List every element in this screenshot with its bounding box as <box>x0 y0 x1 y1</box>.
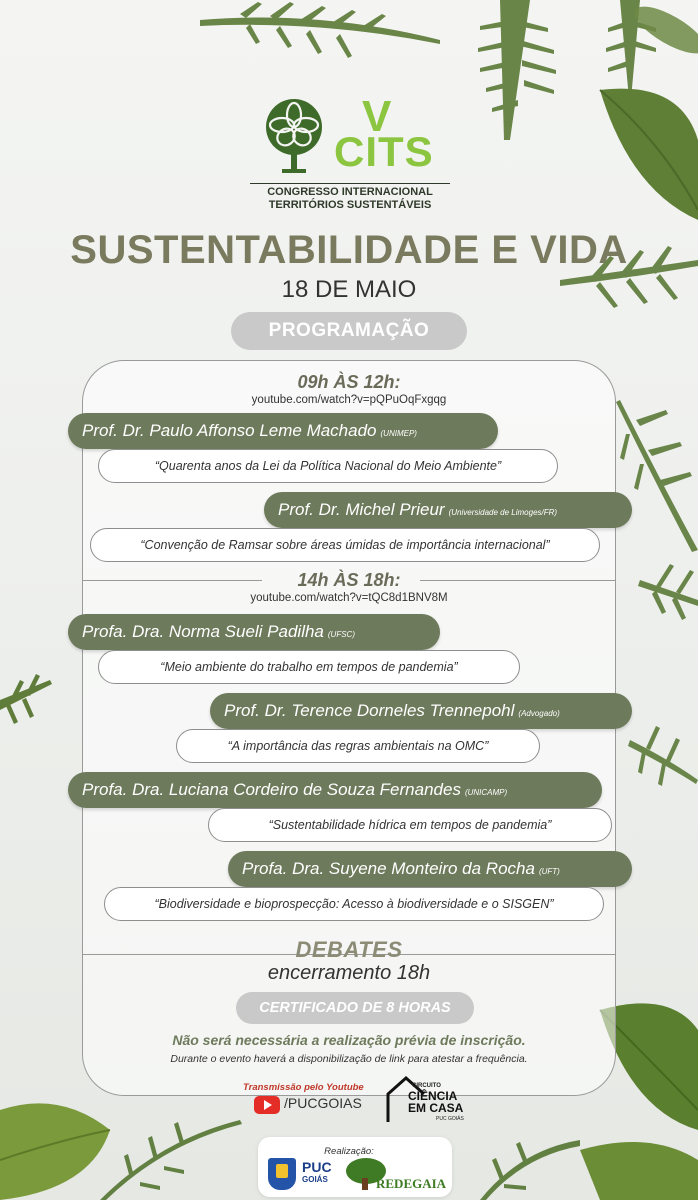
logo-roman-numeral: V <box>362 92 392 141</box>
gaia-trunk-icon <box>362 1178 368 1190</box>
program-label: PROGRAMAÇÃO <box>231 312 467 350</box>
talk-title: “Sustentabilidade hídrica em tempos de pandemia” <box>208 808 612 842</box>
ciencia-em-casa-logo <box>386 1074 476 1124</box>
logo-acronym: CITS <box>334 128 434 175</box>
speaker-pill <box>68 413 498 449</box>
rede-gaia-logo-text: REDEGAIA <box>376 1176 447 1191</box>
speaker-pill <box>210 693 632 729</box>
session-link-afternoon[interactable]: youtube.com/watch?v=tQC8d1BNV8M <box>250 592 448 604</box>
broadcast-label: Transmissão pelo Youtube <box>243 1082 364 1093</box>
speaker-affiliation: (UNIMEP) <box>380 429 417 438</box>
youtube-icon <box>254 1096 280 1114</box>
cits-logo <box>250 92 450 225</box>
closing-time: encerramento 18h <box>267 962 431 984</box>
speaker-affiliation: (UFSC) <box>327 630 355 639</box>
cec-small-label2: PUC GOIÁS <box>436 1116 464 1122</box>
speaker-pill <box>264 492 632 528</box>
speaker-pill <box>68 614 440 650</box>
speaker-affiliation: (UNICAMP) <box>464 788 508 797</box>
speaker-name: Profa. Dra. Norma Sueli Padilha <box>82 622 324 641</box>
cec-line2: EM CASA <box>408 1101 464 1115</box>
leaf-right-large-decoration <box>590 80 698 220</box>
cec-line1: CIÊNCIA <box>408 1089 458 1103</box>
speaker-name: Prof. Dr. Michel Prieur <box>278 500 445 519</box>
speaker-affiliation: (UFT) <box>538 867 560 876</box>
logo-subtitle-line2: TERRITÓRIOS SUSTENTÁVEIS <box>268 199 432 211</box>
event-title: SUSTENTABILIDADE E VIDA <box>70 228 628 272</box>
speaker-affiliation: (Advogado) <box>518 709 560 718</box>
tree-logo-icon <box>256 97 332 175</box>
leaf-left-edge-decoration <box>0 660 60 740</box>
logo-subtitle-line1: CONGRESSO INTERNACIONAL <box>250 183 450 198</box>
talk-title: “Quarenta anos da Lei da Política Nacional do Meio Ambiente” <box>98 449 558 483</box>
speaker-name: Profa. Dra. Suyene Monteiro da Rocha <box>242 859 535 878</box>
sponsors-label: Realização: <box>324 1146 374 1157</box>
speaker-pill <box>68 772 602 808</box>
registration-note: Não será necessária a realização prévia de inscrição. <box>172 1032 526 1048</box>
speaker-name: Prof. Dr. Paulo Affonso Leme Machado <box>82 421 377 440</box>
puc-logo-subtext: GOIÁS <box>302 1175 328 1184</box>
event-date: 18 DE MAIO <box>281 276 417 303</box>
attendance-note: Durante o evento haverá a disponibilização de link para atestar a frequência. <box>170 1053 528 1065</box>
debates-heading: DEBATES <box>295 937 403 962</box>
puc-crest-icon <box>268 1158 296 1190</box>
speaker-name: Prof. Dr. Terence Dorneles Trennepohl <box>224 701 515 720</box>
talk-title: “Convenção de Ramsar sobre áreas úmidas de importância internacional” <box>90 528 600 562</box>
speaker-pill <box>228 851 632 887</box>
puc-logo-text: PUC <box>302 1159 332 1175</box>
talk-title: “Meio ambiente do trabalho em tempos de pandemia” <box>98 650 520 684</box>
session-link-morning[interactable]: youtube.com/watch?v=pQPuOqFxgqg <box>251 394 447 406</box>
talk-title: “A importância das regras ambientais na OMC” <box>176 729 540 763</box>
speaker-name: Profa. Dra. Luciana Cordeiro de Souza Fernandes <box>82 780 461 799</box>
talk-title: “Biodiversidade e bioprospecção: Acesso à biodiversidade e o SISGEN” <box>104 887 604 921</box>
certificate-badge: CERTIFICADO DE 8 HORAS <box>236 992 474 1024</box>
session-time-morning: 09h ÀS 12h: <box>297 372 401 392</box>
cec-small-label: CIRCUITO <box>412 1083 441 1089</box>
youtube-channel-link[interactable]: /PUCGOIAS <box>284 1095 362 1111</box>
session-time-afternoon: 14h ÀS 18h: <box>297 570 401 590</box>
speaker-affiliation: (Universidade de Limoges/FR) <box>448 508 558 517</box>
